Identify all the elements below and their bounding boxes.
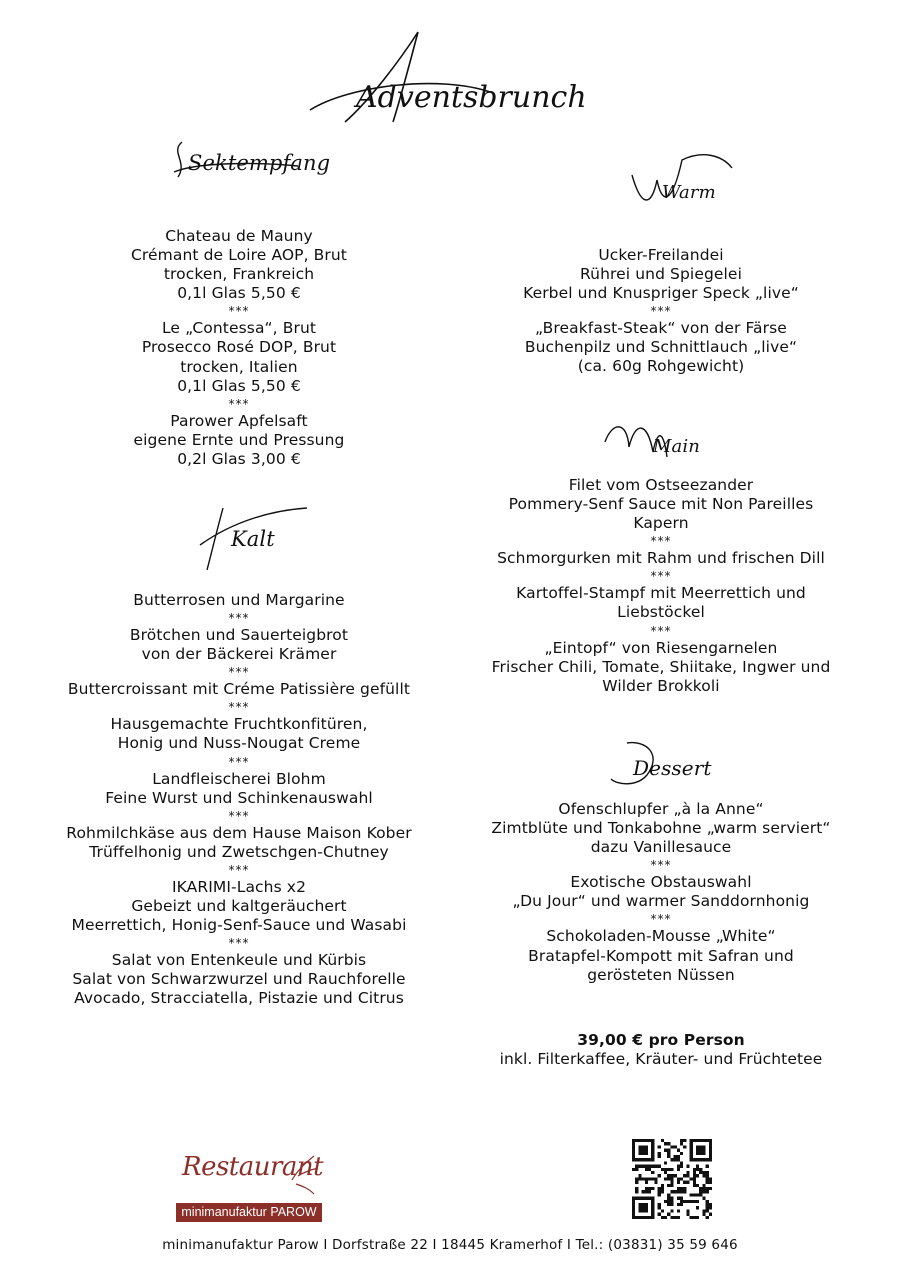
- sektempfang-list: [40, 227, 438, 469]
- heading-kalt: [195, 500, 315, 580]
- heading-dessert-text: Dessert: [633, 756, 712, 780]
- separator: ***: [650, 569, 672, 584]
- menu-item-line: trocken, Frankreich: [163, 265, 315, 284]
- menu-item-line: Frischer Chili, Tomate, Shiitake, Ingwer und: [491, 657, 831, 676]
- bird-icon: [284, 1150, 324, 1194]
- menu-item-line: eigene Ernte und Pressung: [133, 430, 345, 449]
- menu-item-line: Wilder Brokkoli: [602, 676, 720, 695]
- menu-item-line: Landfleischerei Blohm: [152, 769, 326, 788]
- menu-item-line: 0,1l Glas 5,50 €: [177, 376, 301, 395]
- menu-item-line: Salat von Entenkeule und Kürbis: [111, 951, 367, 970]
- menu-item-line: Salat von Schwarzwurzel und Rauchforelle: [72, 970, 406, 989]
- menu-item-line: Exotische Obstauswahl: [570, 873, 752, 892]
- menu-item-line: Le „Contessa“, Brut: [161, 319, 317, 338]
- heading-main-text: Main: [653, 436, 700, 457]
- menu-item-line: von der Bäckerei Krämer: [141, 645, 337, 664]
- menu-item-line: Avocado, Stracciatella, Pistazie und Citrus: [74, 989, 404, 1008]
- separator: ***: [650, 304, 672, 319]
- menu-item-line: Zimtblüte und Tonkabohne „warm serviert“: [491, 819, 831, 838]
- menu-item-line: Prosecco Rosé DOP, Brut: [141, 338, 337, 357]
- menu-item-line: IKARIMI-Lachs x2: [171, 877, 307, 896]
- menu-item-line: Brötchen und Sauerteigbrot: [129, 626, 349, 645]
- menu-item-line: Liebstöckel: [617, 603, 705, 622]
- menu-item-line: Hausgemachte Fruchtkonfitüren,: [110, 715, 368, 734]
- separator: ***: [228, 304, 250, 319]
- dessert-list: [462, 800, 860, 985]
- menu-item-line: „Eintopf“ von Riesengarnelen: [544, 638, 778, 657]
- menu-item-line: Crémant de Loire AOP, Brut: [130, 246, 347, 265]
- menu-item-line: Ucker-Freilandei: [598, 246, 724, 264]
- qr-code: [632, 1139, 712, 1219]
- menu-item-line: Feine Wurst und Schinkenauswahl: [105, 788, 373, 807]
- heading-dessert: [607, 735, 737, 800]
- warm-list: [462, 246, 860, 377]
- logo-script-text: Restaurant: [182, 1152, 324, 1182]
- price-amount: 39,00 € pro Person: [577, 1031, 745, 1049]
- restaurant-logo: [176, 1148, 324, 1223]
- heading-main: [597, 412, 727, 477]
- heading-warm: [622, 150, 742, 225]
- price-includes: inkl. Filterkaffee, Kräuter- und Früchtetee: [499, 1050, 823, 1069]
- menu-item-line: Buchenpilz und Schnittlauch „live“: [524, 338, 798, 357]
- menu-item-line: Kartoffel-Stampf mit Meerrettich und: [516, 584, 806, 603]
- menu-item-line: Kapern: [633, 514, 689, 533]
- menu-item-line: Meerrettich, Honig-Senf-Sauce und Wasabi: [71, 916, 407, 935]
- menu-title: [290, 30, 590, 140]
- menu-item-line: Butterrosen und Margarine: [133, 591, 345, 609]
- separator: ***: [228, 936, 250, 951]
- menu-item-line: Bratapfel-Kompott mit Safran und: [528, 946, 794, 965]
- menu-item-line: Rohmilchkäse aus dem Hause Maison Kober: [66, 823, 412, 842]
- separator: ***: [228, 611, 250, 626]
- menu-item-line: trocken, Italien: [180, 357, 298, 376]
- separator: ***: [228, 862, 250, 877]
- menu-item-line: gerösteten Nüssen: [587, 965, 735, 984]
- footer-contact: minimanufaktur Parow I Dorfstraße 22 I 18445 Kramerhof I Tel.: (03831) 35 59 646: [162, 1237, 738, 1253]
- menu-item-line: Buttercroissant mit Créme Patissière gefüllt: [67, 680, 411, 699]
- separator: ***: [228, 665, 250, 680]
- menu-item-line: „Breakfast-Steak“ von der Färse: [535, 319, 787, 338]
- menu-item-line: Kerbel und Knuspriger Speck „live“: [523, 284, 799, 303]
- menu-item-line: Honig und Nuss-Nougat Creme: [117, 734, 361, 753]
- separator: ***: [650, 534, 672, 549]
- price-block: [462, 1031, 860, 1069]
- kalt-list: [40, 591, 438, 1009]
- separator: ***: [228, 754, 250, 769]
- menu-item-line: dazu Vanillesauce: [590, 838, 732, 857]
- menu-item-line: Parower Apfelsaft: [170, 411, 308, 430]
- menu-item-line: „Du Jour“ und warmer Sanddornhonig: [512, 892, 810, 911]
- menu-item-line: Rührei und Spiegelei: [580, 265, 742, 284]
- menu-item-line: Chateau de Mauny: [165, 227, 313, 245]
- heading-sektempfang: [168, 132, 331, 192]
- heading-sektempfang-text: Sektempfang: [188, 151, 331, 175]
- separator: ***: [650, 858, 672, 873]
- heading-kalt-text: Kalt: [231, 527, 275, 551]
- separator: ***: [650, 912, 672, 927]
- menu-item-line: 0,2l Glas 3,00 €: [177, 449, 301, 468]
- main-list: [462, 476, 860, 696]
- menu-title-text: Adventsbrunch: [356, 80, 587, 115]
- menu-item-line: Trüffelhonig und Zwetschgen-Chutney: [89, 842, 389, 861]
- menu-item-line: Schmorgurken mit Rahm und frischen Dill: [497, 549, 825, 568]
- separator: ***: [228, 396, 250, 411]
- menu-item-line: Schokoladen-Mousse „White“: [546, 927, 776, 946]
- menu-item-line: (ca. 60g Rohgewicht): [577, 357, 745, 376]
- menu-item-line: Gebeizt und kaltgeräuchert: [131, 897, 347, 916]
- heading-warm-text: Warm: [662, 182, 716, 203]
- menu-item-line: 0,1l Glas 5,50 €: [177, 284, 301, 303]
- separator: ***: [650, 623, 672, 638]
- separator: ***: [228, 700, 250, 715]
- separator: ***: [228, 808, 250, 823]
- logo-bar-text: minimanufaktur PAROW: [176, 1203, 322, 1222]
- menu-item-line: Pommery-Senf Sauce mit Non Pareilles: [508, 495, 814, 514]
- menu-item-line: Filet vom Ostseezander: [568, 476, 754, 494]
- menu-item-line: Ofenschlupfer „à la Anne“: [558, 800, 764, 818]
